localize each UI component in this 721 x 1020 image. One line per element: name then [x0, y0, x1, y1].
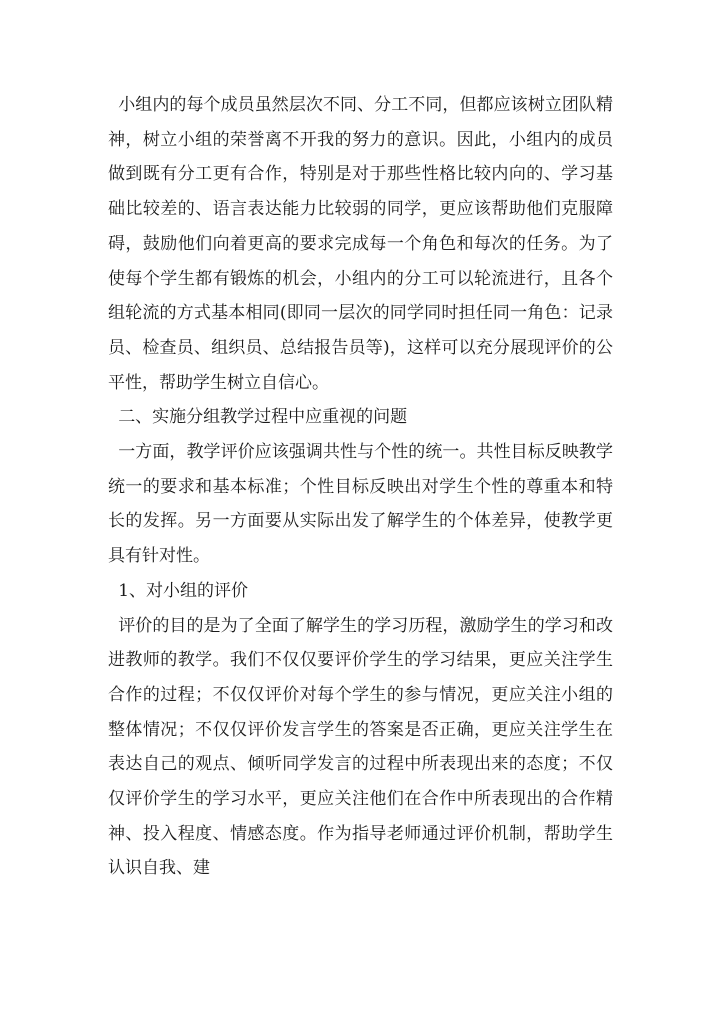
- subsection-heading-group-evaluation: 1、对小组的评价: [118, 580, 249, 601]
- paragraph-evaluation-purpose: 评价的目的是为了全面了解学生的学习历程，激励学生的学习和改进教师的教学。我们不仅仅要评价学生的学习结果，更应关注学生合作的过程；不仅仅评价对每个学生的参与情况，更应关注小组的整体情况；不仅仅评价发言学生的答案是否正确，更应关注学生在表达自己的观点、倾听同学发言的过程中所表现出来的态度；不仅仅评价学生的学习水平，更应关注他们在合作中所表现出的合作精神、投入程度、情感态度。作为指导老师通过评价机制，帮助学生认识自我、建: [108, 615, 613, 879]
- paragraph-team-spirit: 小组内的每个成员虽然层次不同、分工不同，但都应该树立团队精神，树立小组的荣誉离不开我的努力的意识。因此，小组内的成员做到既有分工更有合作，特别是对于那些性格比较内向的、学习基础比较差的、语言表达能力比较弱的同学，更应该帮助他们克服障碍，鼓励他们向着更高的要求完成每一个角色和每次的任务。为了使每个学生都有锻炼的机会，小组内的分工可以轮流进行，且各个组轮流的方式基本相同(即同一层次的同学同时担任同一角色：记录员、检查员、组织员、总结报告员等)，这样可以充分展现评价的公平性，帮助学生树立自信心。: [108, 95, 613, 393]
- document-body: [108, 88, 613, 886]
- section-heading-issues: 二、实施分组教学过程中应重视的问题: [118, 407, 408, 428]
- paragraph-evaluation-unity: 一方面，教学评价应该强调共性与个性的统一。共性目标反映教学统一的要求和基本标准；个性目标反映出对学生个性的尊重本和特长的发挥。另一方面要从实际出发了解学生的个体差异，使教学更具有针对性。: [108, 442, 613, 567]
